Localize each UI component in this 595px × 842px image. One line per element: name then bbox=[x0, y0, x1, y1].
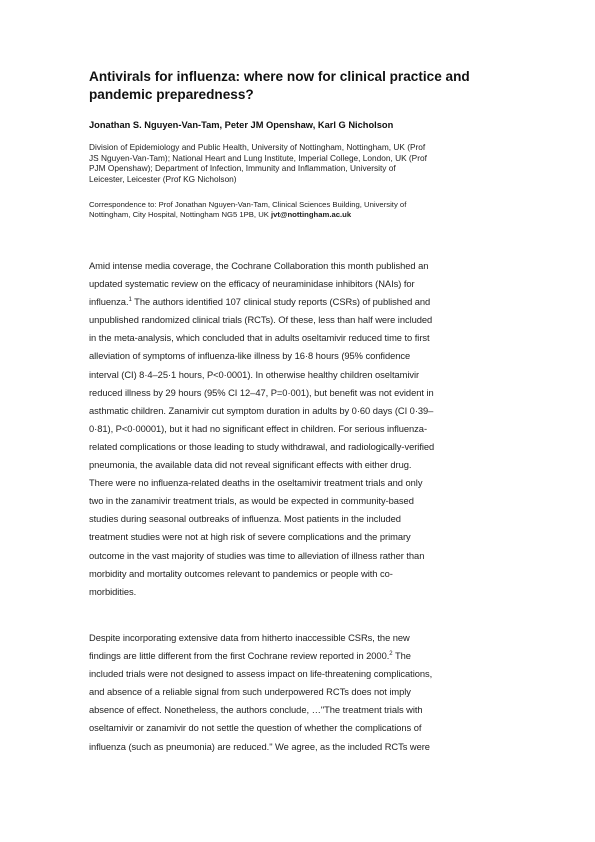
text-line: morbidities. bbox=[89, 586, 137, 597]
text-line: updated systematic review on the efficacy of neuraminidase inhibitors (NAIs) for bbox=[89, 279, 415, 290]
text-line bbox=[89, 293, 497, 311]
text-fragment: influenza. bbox=[89, 297, 129, 308]
body-paragraph-2 bbox=[89, 629, 497, 756]
body-paragraph-1 bbox=[89, 257, 497, 601]
text-line: asthmatic children. Zanamivir cut symptom duration in adults by 0·60 days (CI 0·39– bbox=[89, 405, 434, 416]
text-fragment: The authors identified 107 clinical study reports (CSRs) of published and bbox=[131, 297, 431, 308]
text-line: unpublished randomized clinical trials (RCTs). Of these, less than half were included bbox=[89, 315, 433, 326]
author-list: Jonathan S. Nguyen-Van-Tam, Peter JM Openshaw, Karl G Nicholson bbox=[89, 120, 394, 130]
correspondence-email[interactable]: jvt@nottingham.ac.uk bbox=[271, 210, 352, 220]
text-line: and absence of a reliable signal from such underpowered RCTs does not imply bbox=[89, 687, 411, 698]
text-line: treatment studies were not at high risk of severe complications and the primary bbox=[89, 532, 411, 543]
text-line: influenza (such as pneumonia) are reduced." We agree, as the included RCTs were bbox=[89, 741, 430, 752]
correspondence-address: Nottingham, City Hospital, Nottingham NG5 1PB, UK bbox=[89, 210, 272, 220]
title-line: pandemic preparedness? bbox=[89, 87, 254, 102]
text-line: included trials were not designed to assess impact on life-threatening complications, bbox=[89, 669, 433, 680]
article-title bbox=[89, 68, 529, 104]
text-line bbox=[89, 647, 497, 665]
text-line: alleviation of symptoms of influenza-like illness by 16·8 hours (95% confidence bbox=[89, 351, 411, 362]
text-line: related complications or those leading to study withdrawal, and radiologically-verified bbox=[89, 441, 435, 452]
text-fragment: findings are little different from the first Cochrane review reported in 2000. bbox=[89, 651, 390, 662]
text-line: in the meta-analysis, which concluded that in adults oseltamivir reduced time to first bbox=[89, 333, 430, 344]
text-line: There were no influenza-related deaths in the oseltamivir treatment trials and only bbox=[89, 478, 423, 489]
reference-marker[interactable]: 1 bbox=[128, 297, 132, 304]
text-fragment: The bbox=[392, 651, 411, 662]
reference-marker[interactable]: 2 bbox=[389, 650, 393, 657]
text-line: interval (CI) 8·4–25·1 hours, P<0·0001). In otherwise healthy children oseltamivir bbox=[89, 369, 420, 380]
affiliation-line: Division of Epidemiology and Public Health, University of Nottingham, Nottingham, UK (Prof bbox=[89, 142, 426, 152]
text-line: oseltamivir or zanamivir do not settle the question of whether the complications of bbox=[89, 723, 422, 734]
affiliation-line: Leicester, Leicester (Prof KG Nicholson) bbox=[89, 173, 237, 184]
text-line: two in the zanamivir treatment trials, as would be expected in community-based bbox=[89, 496, 414, 507]
title-line: Antivirals for influenza: where now for clinical practice and bbox=[89, 69, 470, 84]
affiliation-line: JS Nguyen-Van-Tam); National Heart and Lung Institute, Imperial College, London, UK (Prof bbox=[89, 152, 427, 163]
text-line: outcome in the vast majority of studies was time to alleviation of illness rather than bbox=[89, 550, 425, 561]
text-line: reduced illness by 29 hours (95% CI 12–47, P=0·001), but benefit was not evident in bbox=[89, 387, 434, 398]
correspondence-line bbox=[89, 210, 509, 220]
text-line: pneumonia, the available data did not reveal significant effects with either drug. bbox=[89, 460, 412, 471]
correspondence bbox=[89, 200, 509, 221]
affiliations bbox=[89, 142, 509, 184]
correspondence-line: Correspondence to: Prof Jonathan Nguyen-Van-Tam, Clinical Sciences Building, University of bbox=[89, 200, 407, 209]
text-line: morbidity and mortality outcomes relevant to pandemics or people with co- bbox=[89, 568, 393, 579]
text-line: studies during seasonal outbreaks of influenza. Most patients in the included bbox=[89, 514, 401, 525]
affiliation-line: PJM Openshaw); Department of Infection, Immunity and Inflammation, University of bbox=[89, 163, 396, 173]
text-line: Despite incorporating extensive data from hitherto inaccessible CSRs, the new bbox=[89, 633, 410, 643]
text-line: 0·81), P<0·00001), but it had no significant effect in children. For serious influenza- bbox=[89, 423, 428, 434]
text-line: absence of effect. Nonetheless, the authors conclude, …"The treatment trials with bbox=[89, 705, 423, 716]
text-line: Amid intense media coverage, the Cochrane Collaboration this month published an bbox=[89, 261, 429, 271]
